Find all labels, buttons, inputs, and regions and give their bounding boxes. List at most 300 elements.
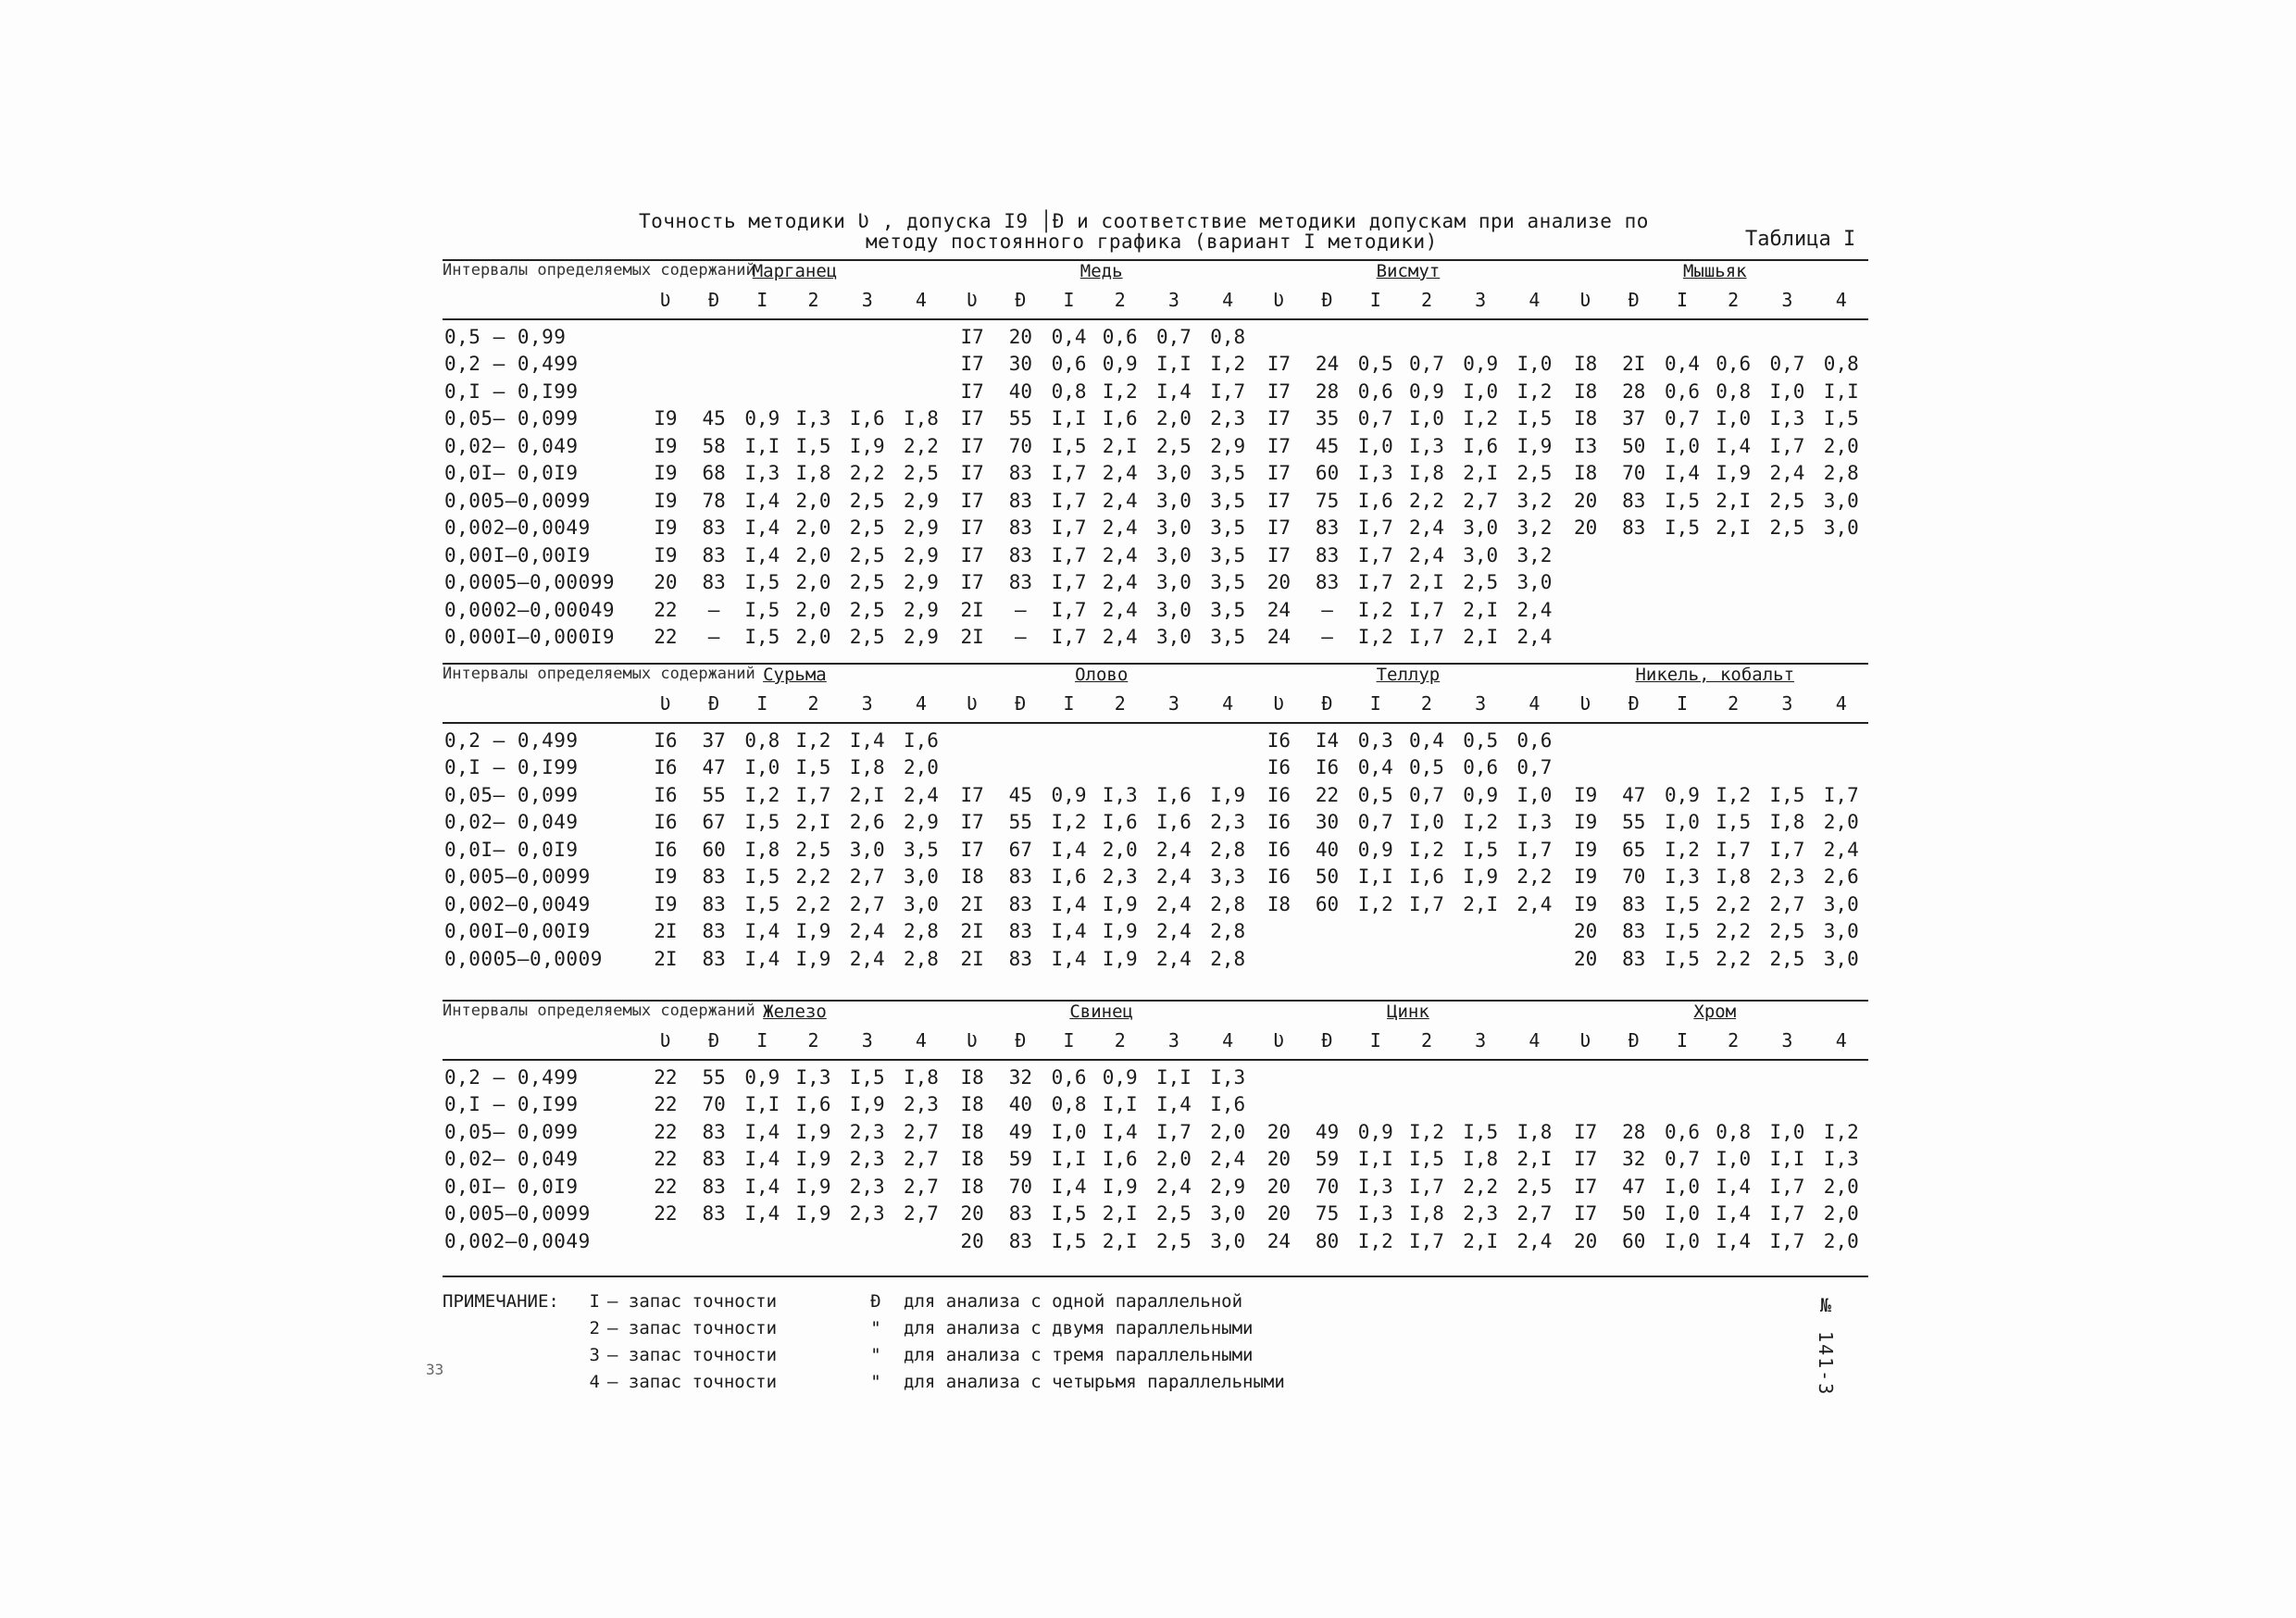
interval-cell: 0,05– 0,099 xyxy=(444,407,579,429)
value-cell: I,5 xyxy=(1716,811,1752,833)
value-cell: 2,0 xyxy=(1155,407,1192,429)
column-header: Ʋ xyxy=(1254,1022,1303,1060)
note-ditto: " xyxy=(870,1318,881,1338)
interval-cell: 0,0I– 0,0I9 xyxy=(444,462,579,484)
value-cell: I,0 xyxy=(1716,1148,1752,1170)
interval-header: Интервалы определяемых содержаний xyxy=(443,260,642,319)
value-cell: 2,4 xyxy=(1102,517,1138,539)
column-header: I xyxy=(1658,1022,1706,1060)
value-cell xyxy=(1760,1089,1814,1116)
value-cell xyxy=(738,319,786,348)
value-cell: 3,0 xyxy=(1823,892,1859,915)
value-cell: I,7 xyxy=(1051,462,1087,484)
value-cell: I9 xyxy=(654,489,678,512)
value-cell: I,2 xyxy=(1516,380,1553,403)
column-header: I xyxy=(1352,1022,1400,1060)
value-cell xyxy=(894,348,948,376)
value-cell: I,8 xyxy=(1716,865,1752,888)
value-cell: 0,8 xyxy=(1051,1093,1087,1115)
value-cell xyxy=(1201,752,1254,779)
value-cell: 2,8 xyxy=(903,947,939,970)
value-cell: 2,4 xyxy=(1155,865,1192,888)
column-header: 4 xyxy=(1507,281,1561,319)
value-cell: 20 xyxy=(1267,1120,1292,1143)
value-cell: 70 xyxy=(1622,865,1646,888)
value-cell: I,4 xyxy=(1102,1120,1138,1143)
table-number-label: Таблица I xyxy=(1745,228,1856,251)
value-cell: I7 xyxy=(1267,353,1292,375)
value-cell xyxy=(1507,319,1561,348)
value-cell: 2,I xyxy=(1102,1202,1138,1225)
value-cell xyxy=(786,348,840,376)
table-row xyxy=(443,403,1868,430)
table-title xyxy=(639,211,1713,252)
value-cell: 0,8 xyxy=(744,728,780,752)
value-cell xyxy=(841,375,894,403)
value-cell: 60 xyxy=(1315,462,1340,484)
value-cell: 22 xyxy=(654,1093,678,1115)
value-cell: 83 xyxy=(1622,920,1646,942)
note-ditto: Đ xyxy=(870,1291,881,1312)
value-cell: 58 xyxy=(702,434,726,457)
table-row xyxy=(443,512,1868,540)
value-cell: 3,0 xyxy=(1823,947,1859,970)
value-cell: 20 xyxy=(1267,1148,1292,1170)
value-cell: I,6 xyxy=(1102,407,1138,429)
value-cell: 20 xyxy=(1573,920,1598,942)
value-cell: I,6 xyxy=(1155,811,1192,833)
column-header: Ʋ xyxy=(642,685,690,723)
value-cell: 3,5 xyxy=(1210,462,1246,484)
value-cell: 59 xyxy=(1315,1148,1340,1170)
element-header: Никель, кобальт xyxy=(1562,664,1868,685)
value-cell: 2,6 xyxy=(1823,865,1859,888)
value-cell: 2,2 xyxy=(1463,1175,1499,1198)
value-cell: I,4 xyxy=(1051,1175,1087,1198)
value-cell xyxy=(1706,593,1760,621)
column-header: 4 xyxy=(1201,281,1254,319)
column-header: 3 xyxy=(1454,1022,1507,1060)
value-cell xyxy=(1562,566,1610,594)
value-cell: I6 xyxy=(1315,756,1340,778)
value-cell: 37 xyxy=(702,728,726,752)
value-cell: 2,2 xyxy=(849,462,885,484)
value-cell: I,0 xyxy=(1357,434,1393,457)
value-cell: I7 xyxy=(1267,517,1292,539)
value-cell: I,I xyxy=(1155,353,1192,375)
value-cell: 2,I xyxy=(795,811,831,833)
value-cell: 83 xyxy=(702,892,726,915)
column-header: 4 xyxy=(1815,685,1868,723)
value-cell: I6 xyxy=(1267,865,1292,888)
bottom-rule xyxy=(443,1276,1868,1277)
value-cell: 2,4 xyxy=(1155,838,1192,861)
margin-mark: 33 xyxy=(426,1361,444,1378)
value-cell: 2,I xyxy=(1102,1229,1138,1252)
value-cell xyxy=(1562,539,1610,566)
value-cell: 2,5 xyxy=(903,462,939,484)
column-header: I xyxy=(1044,281,1092,319)
value-cell: 22 xyxy=(654,1175,678,1198)
value-cell: I,7 xyxy=(1357,543,1393,566)
value-cell: I,7 xyxy=(1357,571,1393,593)
value-cell: 70 xyxy=(1315,1175,1340,1198)
value-cell: 2,0 xyxy=(795,598,831,621)
value-cell xyxy=(1658,566,1706,594)
value-cell xyxy=(1610,539,1658,566)
title-line-2: методу постоянного графика (вариант I методики) xyxy=(866,230,1438,253)
value-cell: I,0 xyxy=(1665,1229,1700,1252)
column-header: I xyxy=(738,1022,786,1060)
value-cell: 2,4 xyxy=(1769,462,1805,484)
value-cell xyxy=(1454,1089,1507,1116)
value-cell: 32 xyxy=(1008,1065,1032,1089)
column-header: 3 xyxy=(1454,685,1507,723)
value-cell: 3,5 xyxy=(1210,517,1246,539)
value-cell xyxy=(1760,723,1814,752)
value-cell xyxy=(1562,593,1610,621)
value-cell: 50 xyxy=(1315,865,1340,888)
value-cell: I7 xyxy=(1573,1175,1598,1198)
value-cell xyxy=(1815,319,1868,348)
value-cell: 83 xyxy=(1008,543,1032,566)
value-cell: 50 xyxy=(1622,434,1646,457)
value-cell: I6 xyxy=(654,838,678,861)
value-cell xyxy=(1400,1060,1454,1089)
value-cell: 20 xyxy=(960,1229,984,1252)
value-cell: I8 xyxy=(960,1175,984,1198)
column-header: I xyxy=(1352,281,1400,319)
column-header: 2 xyxy=(1706,1022,1760,1060)
value-cell: I,6 xyxy=(795,1093,831,1115)
value-cell: I7 xyxy=(960,325,984,348)
value-cell: I,8 xyxy=(1409,462,1444,484)
column-header: Ʋ xyxy=(642,281,690,319)
value-cell xyxy=(1658,723,1706,752)
value-cell xyxy=(1044,752,1092,779)
column-header: 2 xyxy=(1400,685,1454,723)
value-cell: 55 xyxy=(1008,407,1032,429)
value-cell: I,I xyxy=(1357,865,1393,888)
interval-cell: 0,02– 0,049 xyxy=(444,434,579,457)
value-cell: I,9 xyxy=(1102,892,1138,915)
value-cell xyxy=(1507,915,1561,943)
value-cell: 2,5 xyxy=(1769,920,1805,942)
column-header: Đ xyxy=(1303,1022,1351,1060)
value-cell: I,0 xyxy=(1665,434,1700,457)
value-cell: 2,0 xyxy=(1823,434,1859,457)
value-cell: I,2 xyxy=(1357,598,1393,621)
value-cell: 55 xyxy=(1622,811,1646,833)
value-cell: 2,7 xyxy=(903,1120,939,1143)
value-cell xyxy=(1706,752,1760,779)
column-header: Đ xyxy=(996,1022,1044,1060)
value-cell xyxy=(1658,319,1706,348)
column-header: Đ xyxy=(996,281,1044,319)
value-cell: 30 xyxy=(1315,811,1340,833)
value-cell: 2,4 xyxy=(1102,598,1138,621)
note-description: для анализа с тремя параллельными xyxy=(904,1345,1254,1365)
value-cell xyxy=(1815,566,1868,594)
value-cell: I,4 xyxy=(1716,1229,1752,1252)
value-cell: 3,2 xyxy=(1516,517,1553,539)
column-header: I xyxy=(1658,685,1706,723)
note-number: 2 xyxy=(589,1318,600,1338)
value-cell: 2,3 xyxy=(1210,811,1246,833)
column-header: 3 xyxy=(1147,685,1201,723)
value-cell: I,6 xyxy=(1051,865,1087,888)
value-cell: 22 xyxy=(654,1148,678,1170)
value-cell: 83 xyxy=(702,1148,726,1170)
column-header: 4 xyxy=(1507,685,1561,723)
value-cell: I,4 xyxy=(1665,462,1700,484)
interval-cell: 0,2 – 0,499 xyxy=(444,353,579,375)
value-cell xyxy=(1400,319,1454,348)
value-cell: 83 xyxy=(702,1175,726,1198)
value-cell: I,7 xyxy=(1769,1175,1805,1198)
value-cell: I,2 xyxy=(1463,811,1499,833)
value-cell xyxy=(1352,915,1400,943)
value-cell: 3,0 xyxy=(1155,626,1192,648)
note-ditto: " xyxy=(870,1345,881,1365)
interval-cell: 0,5 – 0,99 xyxy=(444,325,567,348)
value-cell xyxy=(1254,942,1303,970)
value-cell: 2,0 xyxy=(795,489,831,512)
value-cell: 2,2 xyxy=(903,434,939,457)
value-cell: I7 xyxy=(960,434,984,457)
value-cell xyxy=(1815,1060,1868,1089)
column-header: 4 xyxy=(1815,1022,1868,1060)
note-number: 3 xyxy=(589,1345,600,1365)
value-cell: I8 xyxy=(1573,353,1598,375)
column-header: Ʋ xyxy=(1562,1022,1610,1060)
value-cell: 0,7 xyxy=(1516,756,1553,778)
value-cell: I,2 xyxy=(1357,892,1393,915)
value-cell: 0,5 xyxy=(1357,783,1393,806)
value-cell: 2,3 xyxy=(849,1148,885,1170)
value-cell: I8 xyxy=(1573,380,1598,403)
value-cell: I6 xyxy=(1267,756,1292,778)
value-cell: 2,4 xyxy=(1516,626,1553,648)
column-header: 3 xyxy=(1454,281,1507,319)
value-cell: 24 xyxy=(1315,353,1340,375)
value-cell: 2,I xyxy=(1463,626,1499,648)
value-cell: I,5 xyxy=(1665,947,1700,970)
value-cell: 2,5 xyxy=(849,598,885,621)
value-cell: 83 xyxy=(1008,947,1032,970)
table-row xyxy=(443,484,1868,512)
column-header: Ʋ xyxy=(948,685,996,723)
value-cell: I,6 xyxy=(1210,1093,1246,1115)
value-cell: I,9 xyxy=(1102,920,1138,942)
value-cell xyxy=(690,319,738,348)
value-cell: 2,8 xyxy=(1210,947,1246,970)
value-cell: I,5 xyxy=(744,626,780,648)
value-cell xyxy=(1610,1089,1658,1116)
value-cell: I,9 xyxy=(849,434,885,457)
value-cell xyxy=(642,319,690,348)
value-cell: I9 xyxy=(654,407,678,429)
value-cell: I,9 xyxy=(1716,462,1752,484)
value-cell xyxy=(1610,566,1658,594)
table-row xyxy=(443,861,1868,889)
column-header: I xyxy=(738,685,786,723)
value-cell: I8 xyxy=(960,865,984,888)
value-cell: 2,4 xyxy=(1409,543,1444,566)
table-row xyxy=(443,888,1868,915)
value-cell: I,4 xyxy=(1051,838,1087,861)
value-cell xyxy=(894,1225,948,1252)
table-row xyxy=(443,915,1868,943)
value-cell: I7 xyxy=(960,838,984,861)
value-cell: I,5 xyxy=(1769,783,1805,806)
value-cell: 2,4 xyxy=(1102,462,1138,484)
value-cell: 83 xyxy=(702,1202,726,1225)
value-cell: 2,4 xyxy=(1210,1148,1246,1170)
value-cell: 0,7 xyxy=(1769,353,1805,375)
value-cell: I,6 xyxy=(1102,1148,1138,1170)
value-cell: I,3 xyxy=(1409,434,1444,457)
value-cell: I9 xyxy=(654,892,678,915)
interval-cell: 0,002–0,0049 xyxy=(444,892,591,915)
value-cell: 2,4 xyxy=(1102,626,1138,648)
value-cell: 83 xyxy=(1315,571,1340,593)
value-cell: I7 xyxy=(1573,1120,1598,1143)
value-cell: 2,9 xyxy=(903,517,939,539)
value-cell: I,4 xyxy=(1716,1202,1752,1225)
value-cell xyxy=(786,1225,840,1252)
value-cell: 83 xyxy=(1008,462,1032,484)
value-cell: I7 xyxy=(960,380,984,403)
value-cell: 83 xyxy=(702,865,726,888)
value-cell: 2,4 xyxy=(1102,571,1138,593)
value-cell: I,2 xyxy=(1716,783,1752,806)
value-cell: 2,2 xyxy=(1716,892,1752,915)
value-cell: 2,7 xyxy=(1516,1202,1553,1225)
value-cell: 2,0 xyxy=(1210,1120,1246,1143)
value-cell: 2,7 xyxy=(1769,892,1805,915)
interval-cell: 0,0I– 0,0I9 xyxy=(444,838,579,861)
value-cell xyxy=(948,752,996,779)
value-cell: I9 xyxy=(654,865,678,888)
value-cell: 0,9 xyxy=(744,407,780,429)
value-cell: 0,7 xyxy=(1155,325,1192,348)
value-cell: 3,0 xyxy=(1155,571,1192,593)
column-header: Ʋ xyxy=(1562,685,1610,723)
value-cell: I,8 xyxy=(1409,1202,1444,1225)
value-cell xyxy=(1706,319,1760,348)
interval-cell: 0,0I– 0,0I9 xyxy=(444,1175,579,1198)
table-row xyxy=(443,319,1868,348)
value-cell: 22 xyxy=(654,626,678,648)
value-cell: 0,9 xyxy=(1665,783,1700,806)
value-cell: 3,5 xyxy=(1210,571,1246,593)
value-cell: I9 xyxy=(654,462,678,484)
value-cell: 3,0 xyxy=(1210,1202,1246,1225)
value-cell: 3,5 xyxy=(903,838,939,861)
value-cell xyxy=(1400,1089,1454,1116)
value-cell: 3,0 xyxy=(903,865,939,888)
value-cell xyxy=(1352,1060,1400,1089)
value-cell: 0,8 xyxy=(1051,380,1087,403)
value-cell: 3,0 xyxy=(849,838,885,861)
value-cell: I6 xyxy=(654,783,678,806)
value-cell: I,2 xyxy=(744,783,780,806)
value-cell: I6 xyxy=(654,728,678,752)
value-cell: 2I xyxy=(1622,353,1646,375)
value-cell: I,7 xyxy=(1051,489,1087,512)
value-cell: 2,4 xyxy=(1409,517,1444,539)
value-cell: 0,7 xyxy=(1408,783,1444,806)
value-cell: 2,8 xyxy=(1210,892,1246,915)
value-cell: 22 xyxy=(654,1065,678,1089)
value-cell: 0,7 xyxy=(1665,1148,1700,1170)
value-cell xyxy=(1610,723,1658,752)
value-cell: 28 xyxy=(1622,1120,1646,1143)
value-cell: 70 xyxy=(1622,462,1646,484)
value-cell: I9 xyxy=(1573,811,1598,833)
value-cell xyxy=(1093,723,1147,752)
table-row xyxy=(443,806,1868,834)
column-header: 2 xyxy=(786,1022,840,1060)
value-cell: 0,6 xyxy=(1665,1120,1700,1143)
note-text: – запас точности xyxy=(607,1372,778,1392)
value-cell: I,4 xyxy=(1051,947,1087,970)
element-header: Теллур xyxy=(1254,664,1561,685)
value-cell: 2,5 xyxy=(1155,1229,1192,1252)
value-cell: I,3 xyxy=(1357,1202,1393,1225)
value-cell: I,5 xyxy=(744,598,780,621)
value-cell: I,7 xyxy=(1409,626,1444,648)
value-cell xyxy=(1454,1060,1507,1089)
value-cell: I,2 xyxy=(1102,380,1138,403)
value-cell: I,4 xyxy=(744,1148,780,1170)
value-cell xyxy=(841,348,894,376)
element-header: Медь xyxy=(948,260,1254,281)
table-row xyxy=(443,1115,1868,1143)
value-cell: 83 xyxy=(1315,517,1340,539)
value-cell: 2,5 xyxy=(1516,1175,1553,1198)
value-cell xyxy=(1254,319,1303,348)
value-cell: I,5 xyxy=(1051,1229,1087,1252)
value-cell: 2,9 xyxy=(903,571,939,593)
value-cell: I,0 xyxy=(1716,407,1752,429)
value-cell: 3,0 xyxy=(903,892,939,915)
value-cell: I,I xyxy=(1102,1093,1138,1115)
value-cell xyxy=(1507,942,1561,970)
value-cell: I,2 xyxy=(795,728,831,752)
value-cell: I7 xyxy=(1267,380,1292,403)
value-cell: 2,4 xyxy=(1155,947,1192,970)
value-cell: I,2 xyxy=(1357,1229,1393,1252)
value-cell xyxy=(1352,1089,1400,1116)
value-cell xyxy=(1706,621,1760,649)
note-text: – запас точности xyxy=(607,1318,778,1338)
value-cell: I6 xyxy=(1267,811,1292,833)
value-cell xyxy=(1352,942,1400,970)
value-cell: 83 xyxy=(1008,517,1032,539)
value-cell: I,9 xyxy=(1102,1175,1138,1198)
value-cell xyxy=(1093,752,1147,779)
value-cell xyxy=(1658,752,1706,779)
value-cell: 20 xyxy=(1267,1175,1292,1198)
value-cell: 2,2 xyxy=(795,865,831,888)
value-cell: I,5 xyxy=(1516,407,1553,429)
value-cell: 2,3 xyxy=(849,1175,885,1198)
value-cell: I,6 xyxy=(1357,489,1393,512)
interval-cell: 0,2 – 0,499 xyxy=(444,1065,579,1089)
element-header: Олово xyxy=(948,664,1254,685)
